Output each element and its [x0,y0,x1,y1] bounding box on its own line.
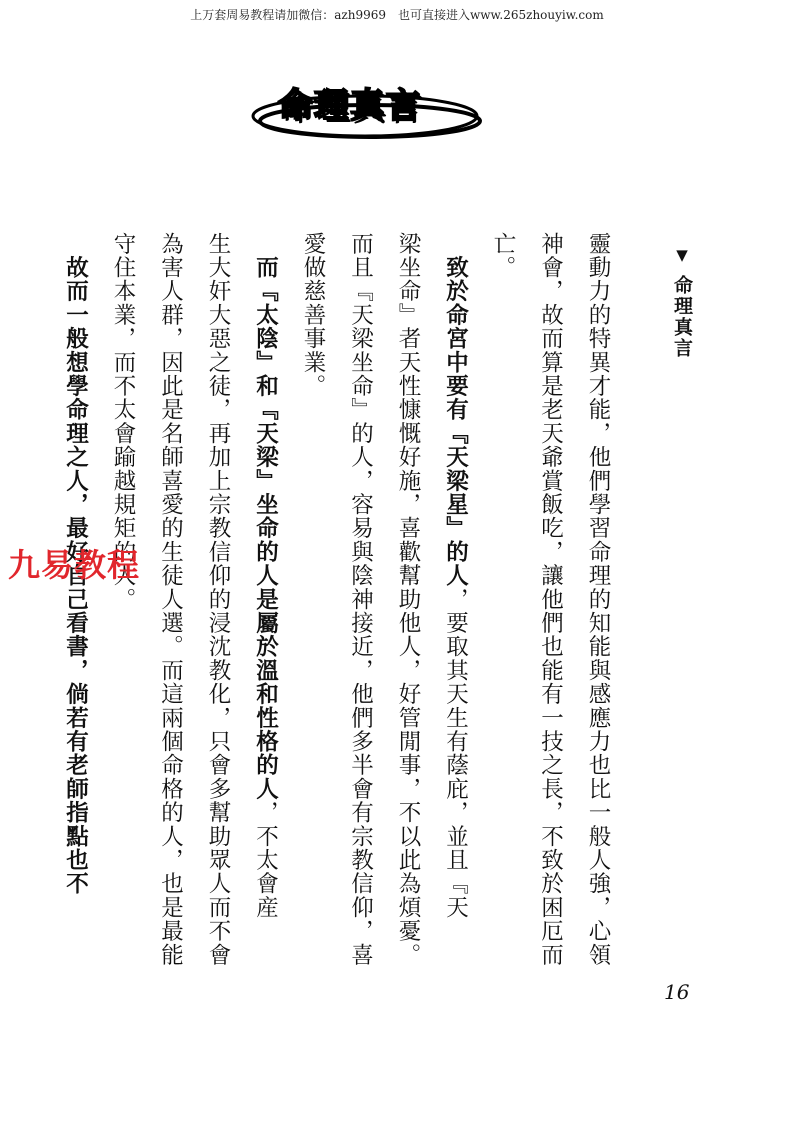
body-text: 梁坐命』者天性慷慨好施，喜歡幫助他人，好管閒事，不以此為煩憂。 [395,232,421,967]
body-text: 神會，故而算是老天爺賞飯吃，讓他們也能有一技之長，不致於困厄而 [537,232,564,967]
text-column [434,232,478,1092]
body-text: 守住本業，而不太會踰越規矩的人。 [110,232,136,612]
body-text: ，要取其天生有蔭庇，並且『天 [442,587,469,920]
book-title: 命理真言 [278,86,422,126]
running-head-text: 命理真言 [671,274,693,359]
text-column [576,232,620,1092]
body-text: 而且『天梁坐命』的人，容易與陰神接近，他們多半會有宗教信仰，喜 [347,232,374,967]
running-head [666,246,696,359]
book-title-banner [250,72,490,142]
text-column [196,232,240,1092]
emphasis-text: 而『太陰』和『天梁』坐命的人是屬於溫和性格的人 [252,232,279,801]
body-text: ，不太會産 [252,800,279,920]
text-column [291,232,335,1092]
body-text: 生大奸大惡之徒，再加上宗教信仰的浸沈教化，只會多幫助眾人而不會 [205,232,231,967]
triangle-marker-icon: ▼ [673,246,691,266]
text-column [244,232,288,1092]
emphasis-text: 致於命宮中要有『天梁星』的人 [442,232,469,588]
text-column [149,232,193,1092]
body-text: 為害人群，因此是名師喜愛的生徒人選。而這兩個命格的人，也是最能 [157,232,184,967]
body-text: 愛做慈善事業。 [300,232,326,398]
text-column [481,232,525,1092]
page-number: 16 [664,980,690,1004]
text-column [339,232,383,1092]
text-column [54,232,98,1092]
watermark: 九易教程 [8,546,141,584]
text-column [529,232,573,1092]
header-line: 上万套周易教程请加微信：azh9969 也可直接进入www.265zhouyiw.com [190,8,604,22]
body-text: 靈動力的特異才能，他們學習命理的知能與感應力也比一般人強，心領 [585,232,611,967]
text-column [386,232,430,1092]
body-text: 亡。 [490,232,516,280]
text-column [101,232,145,1092]
emphasis-text: 故而一般想學命理之人，最好自己看書，倘若有老師指點也不 [62,232,89,896]
